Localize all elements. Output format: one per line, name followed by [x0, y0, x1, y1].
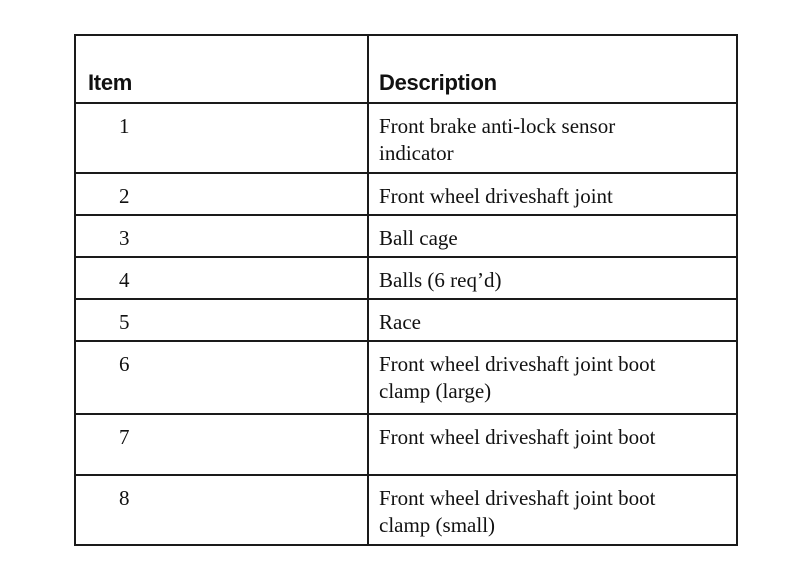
item-description: Front wheel driveshaft joint boot [379, 425, 656, 449]
header-description [368, 35, 737, 103]
description-cell [368, 414, 737, 475]
item-number: 4 [119, 268, 130, 292]
table-row [75, 257, 737, 299]
table-row [75, 341, 737, 414]
item-description: Front wheel driveshaft joint boot clamp (large) [379, 352, 656, 403]
item-number: 5 [119, 310, 130, 334]
table-row [75, 103, 737, 173]
description-cell [368, 103, 737, 173]
description-cell [368, 257, 737, 299]
table-row [75, 215, 737, 257]
item-description: Ball cage [379, 226, 458, 250]
item-number: 6 [119, 352, 130, 376]
item-description: Front wheel driveshaft joint boot clamp (small) [379, 486, 656, 537]
table-header [75, 35, 737, 103]
item-number: 7 [119, 425, 130, 449]
item-description: Front brake anti-lock sensor indicator [379, 114, 616, 165]
item-cell [75, 103, 368, 173]
item-cell [75, 414, 368, 475]
header-item-label: Item [88, 70, 133, 95]
item-number: 8 [119, 486, 130, 510]
item-cell [75, 215, 368, 257]
table-body [75, 103, 737, 545]
description-cell [368, 475, 737, 545]
table-row [75, 414, 737, 475]
description-cell [368, 173, 737, 215]
item-cell [75, 257, 368, 299]
item-number: 1 [119, 114, 130, 138]
item-cell [75, 173, 368, 215]
header-item [75, 35, 368, 103]
description-cell [368, 215, 737, 257]
description-cell [368, 299, 737, 341]
item-description: Front wheel driveshaft joint [379, 184, 613, 208]
table-row [75, 475, 737, 545]
header-description-label: Description [379, 70, 497, 95]
table-row [75, 173, 737, 215]
description-cell [368, 341, 737, 414]
item-description: Race [379, 310, 421, 334]
header-row [75, 35, 737, 103]
parts-table [74, 34, 738, 546]
item-description: Balls (6 req’d) [379, 268, 502, 292]
item-cell [75, 341, 368, 414]
item-number: 3 [119, 226, 130, 250]
item-cell [75, 475, 368, 545]
item-number: 2 [119, 184, 130, 208]
table-row [75, 299, 737, 341]
item-cell [75, 299, 368, 341]
